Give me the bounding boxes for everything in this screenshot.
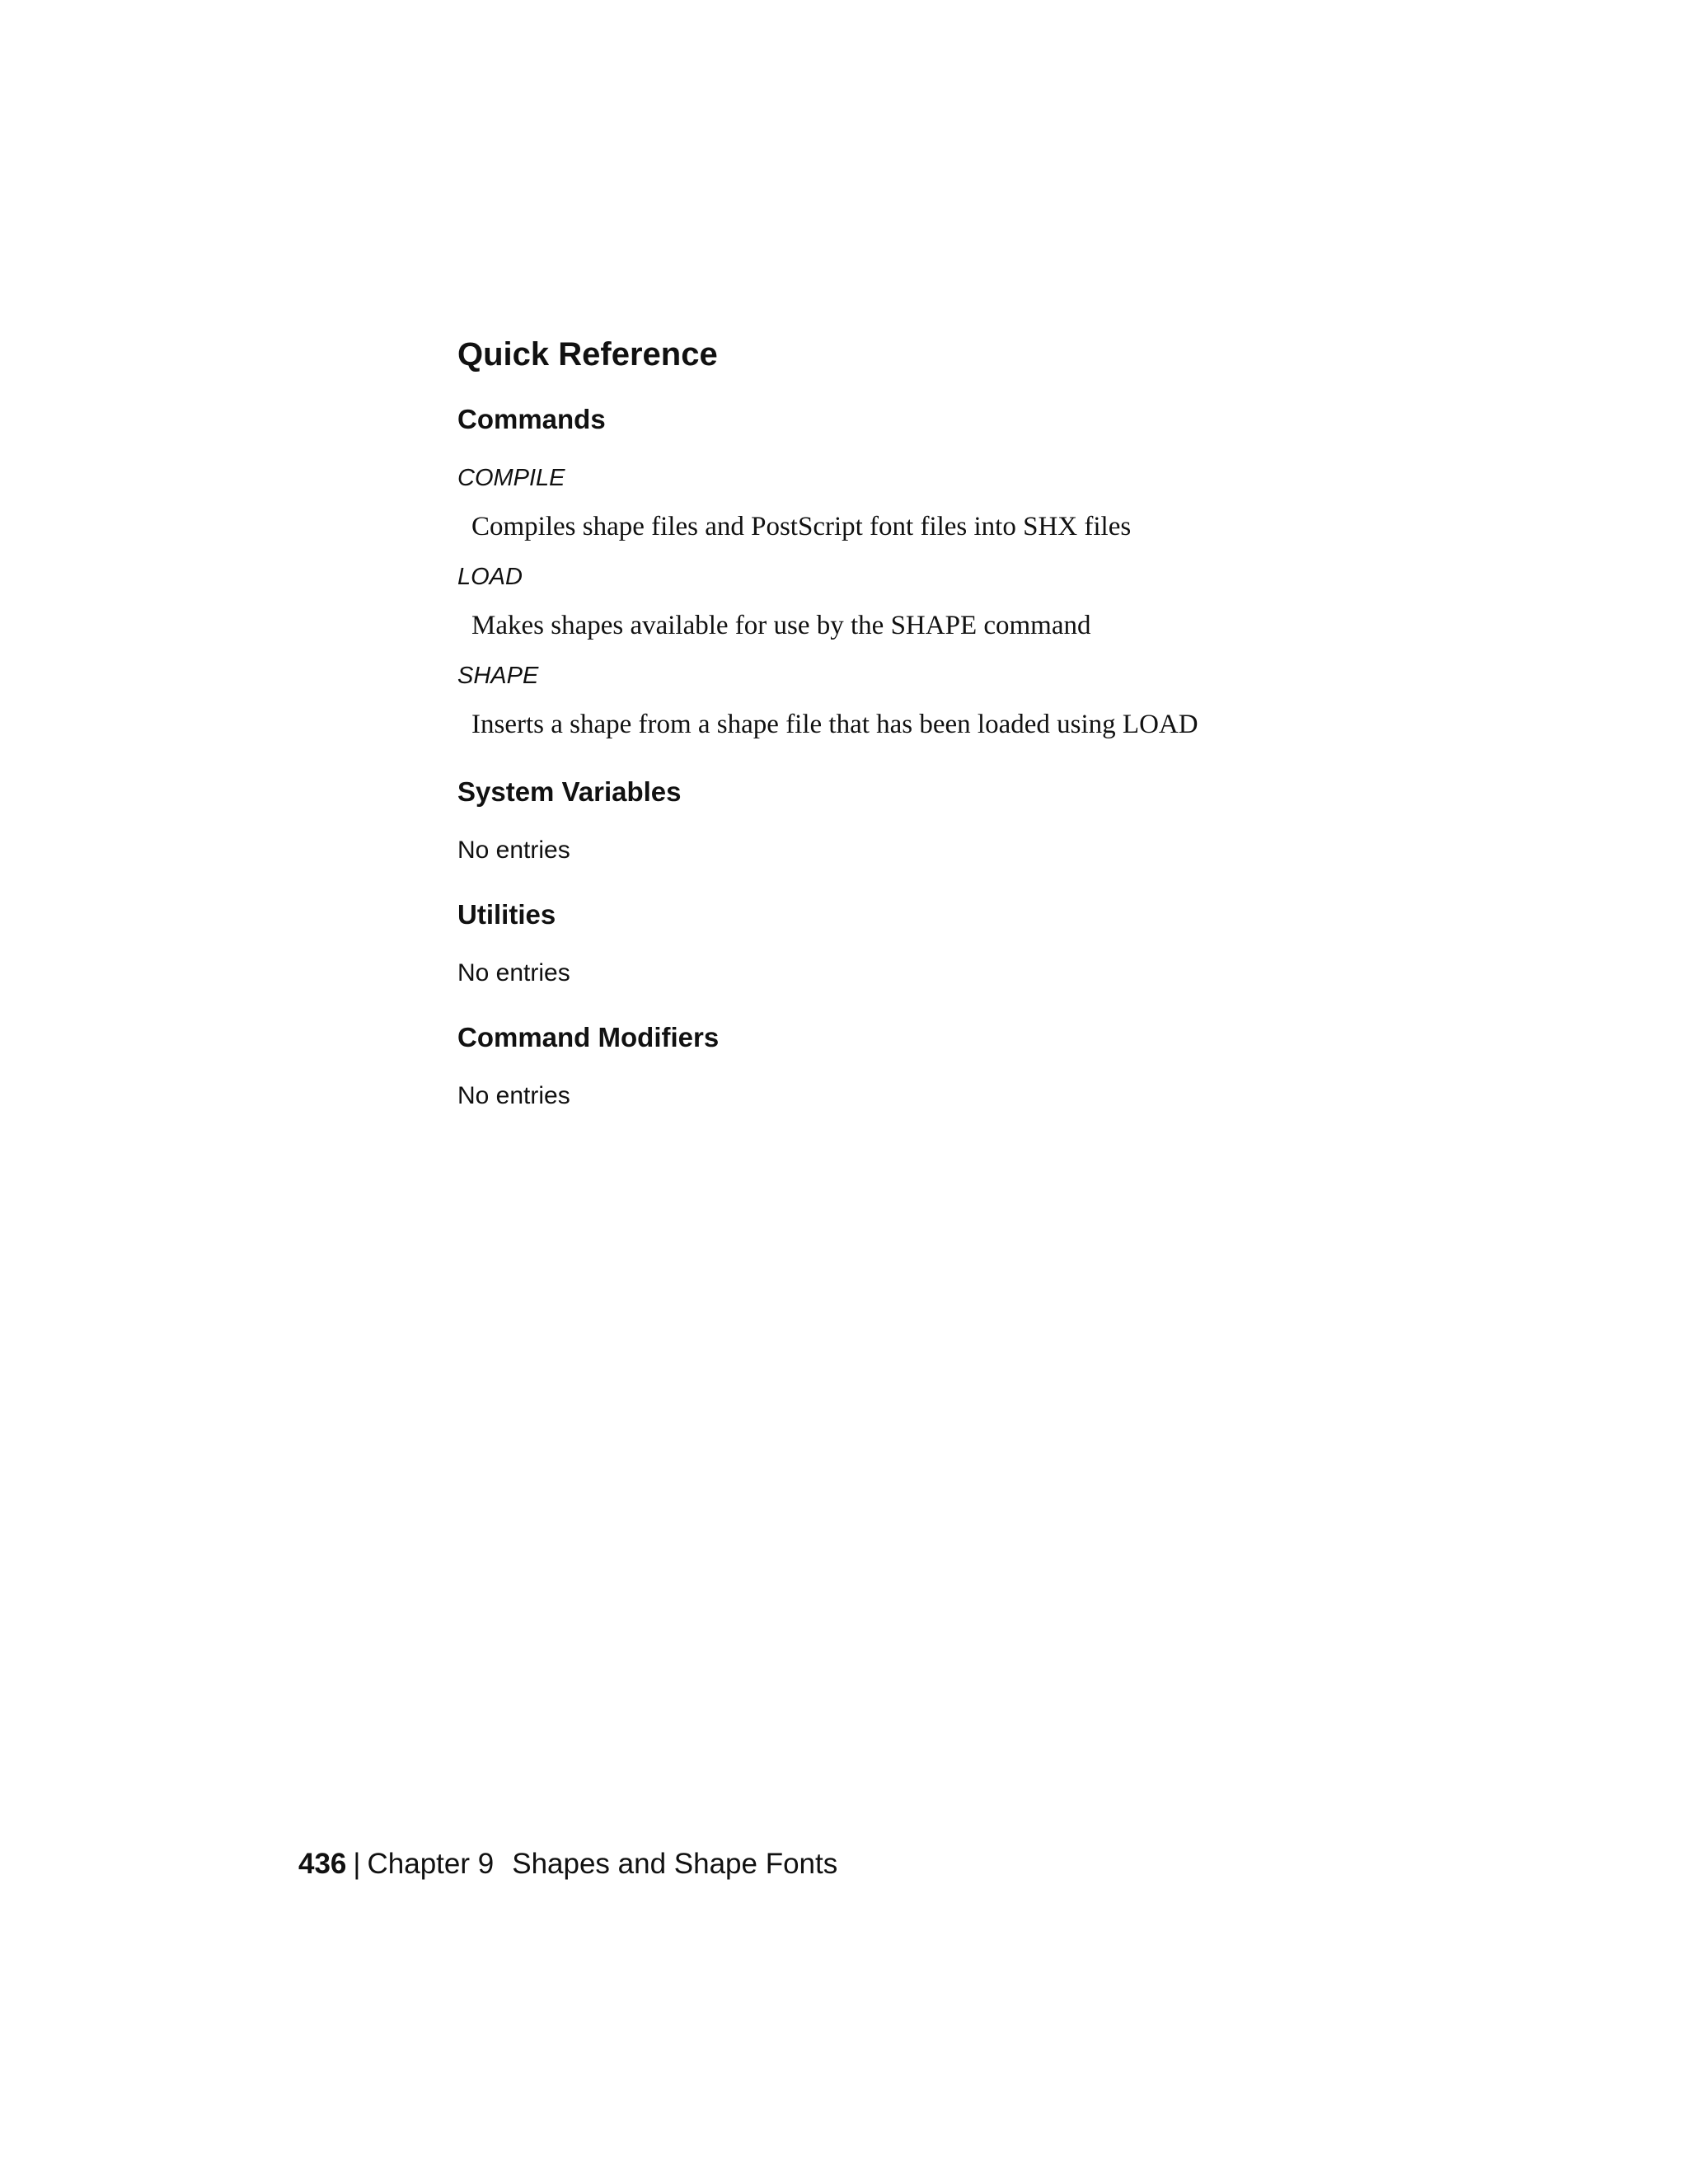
system-variables-section bbox=[457, 778, 1529, 863]
command-description: Makes shapes available for use by the SHAPE command bbox=[471, 611, 1091, 640]
command-description: Compiles shape files and PostScript font files into SHX files bbox=[471, 512, 1132, 541]
command-name: COMPILE bbox=[457, 465, 565, 491]
command-modifiers-section bbox=[457, 1024, 1529, 1108]
utilities-section bbox=[457, 901, 1529, 986]
command-name: SHAPE bbox=[457, 663, 539, 689]
command-entry-compile bbox=[457, 466, 1529, 541]
utilities-heading: Utilities bbox=[457, 899, 556, 930]
command-modifiers-heading: Command Modifiers bbox=[457, 1022, 720, 1052]
utilities-body: No entries bbox=[457, 959, 570, 987]
command-modifiers-body: No entries bbox=[457, 1082, 570, 1109]
command-description: Inserts a shape from a shape file that has been loaded using LOAD bbox=[471, 710, 1198, 739]
command-entry-load bbox=[457, 565, 1529, 640]
system-variables-body: No entries bbox=[457, 837, 570, 864]
page-footer bbox=[298, 1849, 837, 1878]
command-name: LOAD bbox=[457, 564, 523, 590]
footer-separator: | bbox=[353, 1848, 361, 1880]
quick-reference-content bbox=[457, 338, 1529, 1108]
chapter-label: Chapter 9 bbox=[367, 1848, 495, 1880]
page-number: 436 bbox=[298, 1848, 347, 1880]
page-title: Quick Reference bbox=[457, 336, 718, 373]
system-variables-heading: System Variables bbox=[457, 776, 682, 807]
commands-list bbox=[457, 466, 1529, 738]
command-entry-shape bbox=[457, 664, 1529, 738]
commands-heading: Commands bbox=[457, 404, 606, 434]
chapter-title: Shapes and Shape Fonts bbox=[512, 1848, 838, 1880]
